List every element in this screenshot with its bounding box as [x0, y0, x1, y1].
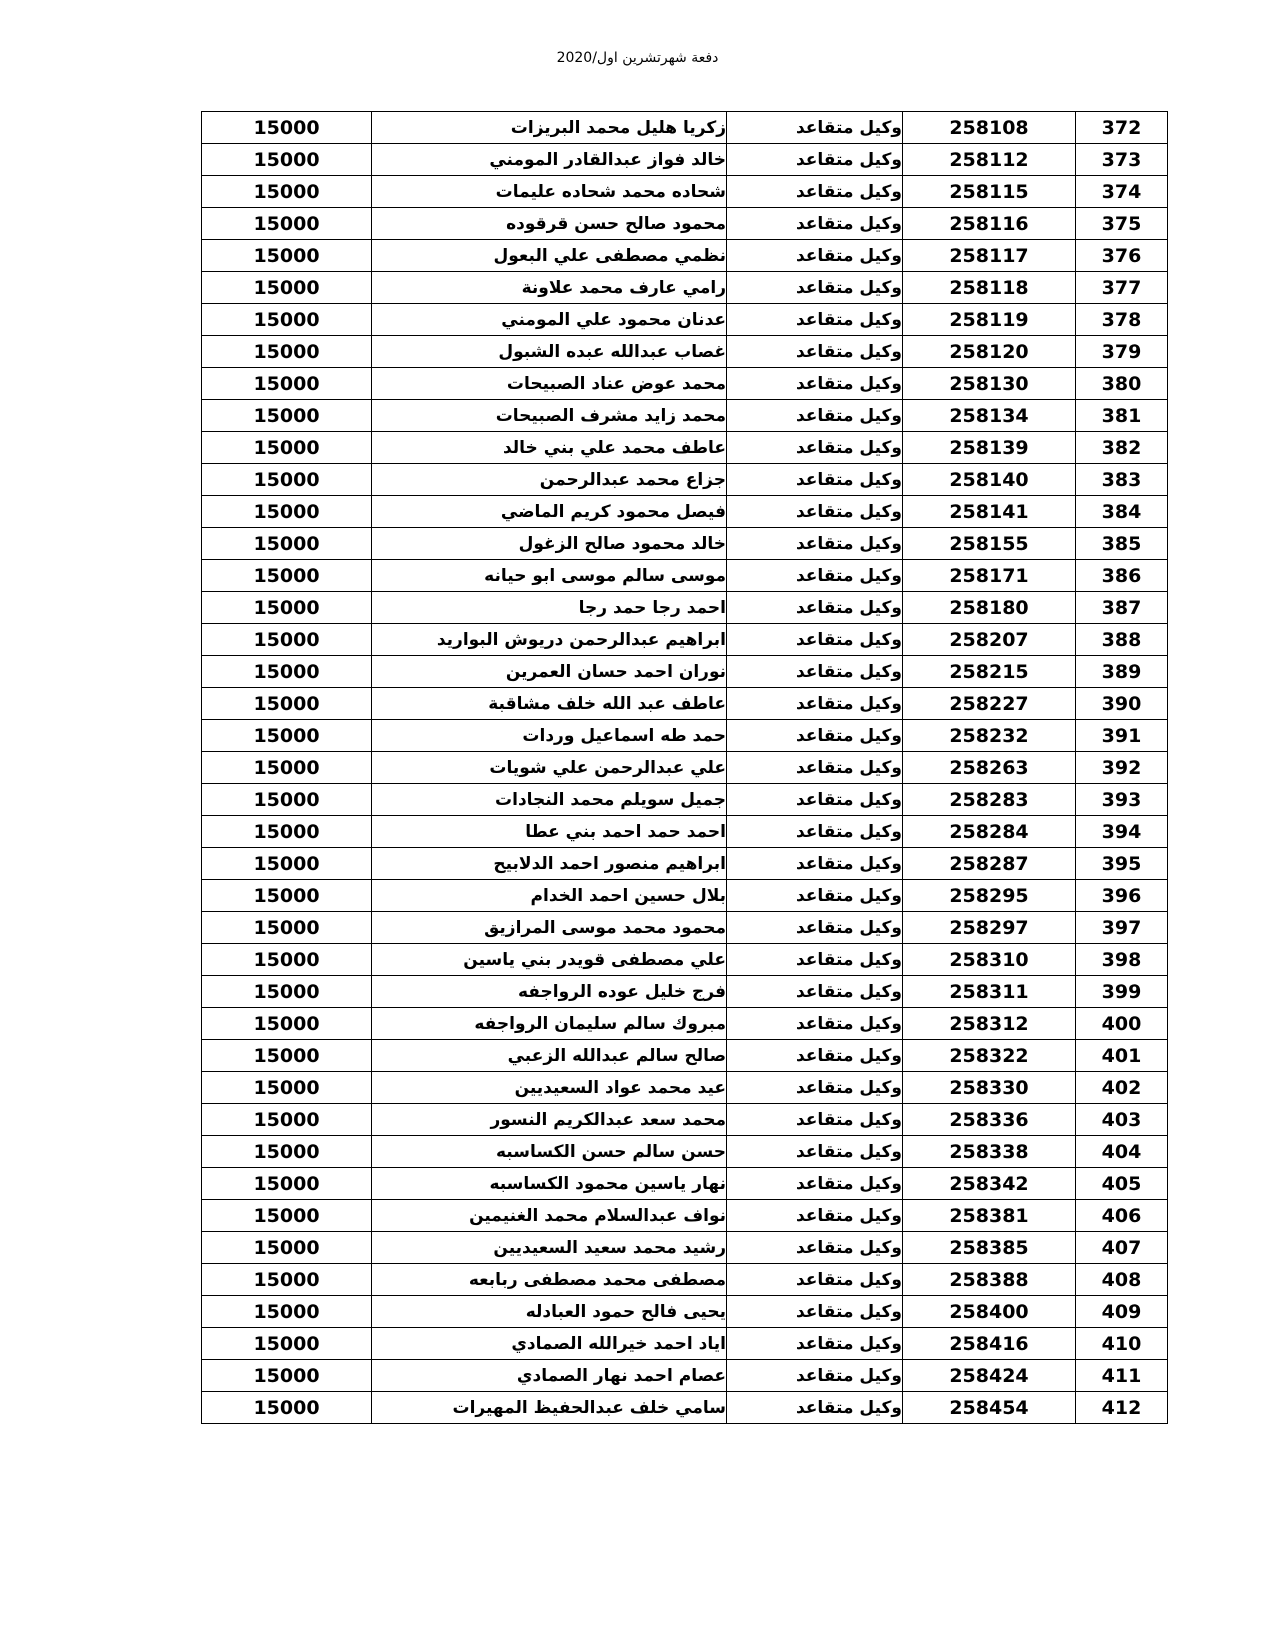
rank-cell: وكيل متقاعد — [727, 1392, 903, 1424]
table-row — [202, 592, 1168, 624]
name-cell: مبروك سالم سليمان الرواجفه — [372, 1008, 727, 1040]
number-cell: 258284 — [903, 816, 1076, 848]
serial-cell: 403 — [1076, 1104, 1168, 1136]
rank-cell: وكيل متقاعد — [727, 528, 903, 560]
name-cell: نوران احمد حسان العمرين — [372, 656, 727, 688]
number-cell: 258454 — [903, 1392, 1076, 1424]
number-cell: 258118 — [903, 272, 1076, 304]
serial-cell: 401 — [1076, 1040, 1168, 1072]
rank-cell: وكيل متقاعد — [727, 464, 903, 496]
amount-cell: 15000 — [202, 752, 372, 784]
serial-cell: 392 — [1076, 752, 1168, 784]
number-cell: 258232 — [903, 720, 1076, 752]
name-cell: فرج خليل عوده الرواجفه — [372, 976, 727, 1008]
amount-cell: 15000 — [202, 112, 372, 144]
name-cell: نواف عبدالسلام محمد الغنيمين — [372, 1200, 727, 1232]
serial-cell: 396 — [1076, 880, 1168, 912]
amount-cell: 15000 — [202, 272, 372, 304]
amount-cell: 15000 — [202, 560, 372, 592]
number-cell: 258139 — [903, 432, 1076, 464]
table-row — [202, 624, 1168, 656]
rank-cell: وكيل متقاعد — [727, 1264, 903, 1296]
number-cell: 258336 — [903, 1104, 1076, 1136]
table-row — [202, 976, 1168, 1008]
amount-cell: 15000 — [202, 656, 372, 688]
rank-cell: وكيل متقاعد — [727, 1296, 903, 1328]
serial-cell: 408 — [1076, 1264, 1168, 1296]
table-row — [202, 1200, 1168, 1232]
serial-cell: 374 — [1076, 176, 1168, 208]
serial-cell: 406 — [1076, 1200, 1168, 1232]
table-row — [202, 1104, 1168, 1136]
table-row — [202, 560, 1168, 592]
name-cell: محمود صالح حسن قرقوده — [372, 208, 727, 240]
name-cell: حمد طه اسماعيل وردات — [372, 720, 727, 752]
serial-cell: 377 — [1076, 272, 1168, 304]
serial-cell: 382 — [1076, 432, 1168, 464]
rank-cell: وكيل متقاعد — [727, 1200, 903, 1232]
amount-cell: 15000 — [202, 400, 372, 432]
table-row — [202, 880, 1168, 912]
amount-cell: 15000 — [202, 720, 372, 752]
serial-cell: 373 — [1076, 144, 1168, 176]
number-cell: 258424 — [903, 1360, 1076, 1392]
rank-cell: وكيل متقاعد — [727, 752, 903, 784]
table-row — [202, 1168, 1168, 1200]
name-cell: جميل سويلم محمد النجادات — [372, 784, 727, 816]
number-cell: 258180 — [903, 592, 1076, 624]
name-cell: علي عبدالرحمن علي شويات — [372, 752, 727, 784]
amount-cell: 15000 — [202, 176, 372, 208]
number-cell: 258385 — [903, 1232, 1076, 1264]
serial-cell: 411 — [1076, 1360, 1168, 1392]
number-cell: 258115 — [903, 176, 1076, 208]
serial-cell: 381 — [1076, 400, 1168, 432]
serial-cell: 393 — [1076, 784, 1168, 816]
serial-cell: 395 — [1076, 848, 1168, 880]
number-cell: 258263 — [903, 752, 1076, 784]
table-row — [202, 656, 1168, 688]
number-cell: 258215 — [903, 656, 1076, 688]
number-cell: 258112 — [903, 144, 1076, 176]
amount-cell: 15000 — [202, 816, 372, 848]
serial-cell: 400 — [1076, 1008, 1168, 1040]
number-cell: 258330 — [903, 1072, 1076, 1104]
amount-cell: 15000 — [202, 240, 372, 272]
number-cell: 258381 — [903, 1200, 1076, 1232]
serial-cell: 405 — [1076, 1168, 1168, 1200]
rank-cell: وكيل متقاعد — [727, 1040, 903, 1072]
serial-cell: 407 — [1076, 1232, 1168, 1264]
serial-cell: 412 — [1076, 1392, 1168, 1424]
serial-cell: 384 — [1076, 496, 1168, 528]
rank-cell: وكيل متقاعد — [727, 432, 903, 464]
rank-cell: وكيل متقاعد — [727, 592, 903, 624]
table-row — [202, 912, 1168, 944]
amount-cell: 15000 — [202, 688, 372, 720]
rank-cell: وكيل متقاعد — [727, 848, 903, 880]
serial-cell: 386 — [1076, 560, 1168, 592]
table-row — [202, 720, 1168, 752]
number-cell: 258312 — [903, 1008, 1076, 1040]
amount-cell: 15000 — [202, 1264, 372, 1296]
serial-cell: 390 — [1076, 688, 1168, 720]
serial-cell: 410 — [1076, 1328, 1168, 1360]
amount-cell: 15000 — [202, 880, 372, 912]
number-cell: 258141 — [903, 496, 1076, 528]
name-cell: محمود محمد موسى المرازيق — [372, 912, 727, 944]
number-cell: 258140 — [903, 464, 1076, 496]
name-cell: سامي خلف عبدالحفيظ المهيرات — [372, 1392, 727, 1424]
amount-cell: 15000 — [202, 1104, 372, 1136]
amount-cell: 15000 — [202, 528, 372, 560]
number-cell: 258108 — [903, 112, 1076, 144]
serial-cell: 383 — [1076, 464, 1168, 496]
name-cell: محمد سعد عبدالكريم النسور — [372, 1104, 727, 1136]
rank-cell: وكيل متقاعد — [727, 1360, 903, 1392]
serial-cell: 378 — [1076, 304, 1168, 336]
serial-cell: 376 — [1076, 240, 1168, 272]
table-row — [202, 464, 1168, 496]
number-cell: 258155 — [903, 528, 1076, 560]
number-cell: 258388 — [903, 1264, 1076, 1296]
amount-cell: 15000 — [202, 624, 372, 656]
number-cell: 258310 — [903, 944, 1076, 976]
amount-cell: 15000 — [202, 208, 372, 240]
name-cell: فيصل محمود كريم الماضي — [372, 496, 727, 528]
serial-cell: 404 — [1076, 1136, 1168, 1168]
rank-cell: وكيل متقاعد — [727, 560, 903, 592]
name-cell: عاطف محمد علي بني خالد — [372, 432, 727, 464]
name-cell: يحيى فالح حمود العبادله — [372, 1296, 727, 1328]
amount-cell: 15000 — [202, 1392, 372, 1424]
rank-cell: وكيل متقاعد — [727, 368, 903, 400]
rank-cell: وكيل متقاعد — [727, 1104, 903, 1136]
rank-cell: وكيل متقاعد — [727, 1328, 903, 1360]
rank-cell: وكيل متقاعد — [727, 240, 903, 272]
name-cell: عيد محمد عواد السعيديين — [372, 1072, 727, 1104]
rank-cell: وكيل متقاعد — [727, 784, 903, 816]
table-row — [202, 848, 1168, 880]
name-cell: علي مصطفى قويدر بني ياسين — [372, 944, 727, 976]
name-cell: زكريا هليل محمد البريزات — [372, 112, 727, 144]
amount-cell: 15000 — [202, 336, 372, 368]
number-cell: 258283 — [903, 784, 1076, 816]
rank-cell: وكيل متقاعد — [727, 912, 903, 944]
number-cell: 258297 — [903, 912, 1076, 944]
table-row — [202, 304, 1168, 336]
table-row — [202, 528, 1168, 560]
number-cell: 258295 — [903, 880, 1076, 912]
table-row — [202, 1360, 1168, 1392]
table-row — [202, 1232, 1168, 1264]
page-title: دفعة شهرتشرين اول/2020 — [556, 50, 719, 66]
name-cell: صالح سالم عبدالله الزعبي — [372, 1040, 727, 1072]
table-row — [202, 208, 1168, 240]
name-cell: رشيد محمد سعيد السعيديين — [372, 1232, 727, 1264]
serial-cell: 398 — [1076, 944, 1168, 976]
serial-cell: 399 — [1076, 976, 1168, 1008]
rank-cell: وكيل متقاعد — [727, 112, 903, 144]
rank-cell: وكيل متقاعد — [727, 336, 903, 368]
amount-cell: 15000 — [202, 592, 372, 624]
rank-cell: وكيل متقاعد — [727, 1232, 903, 1264]
amount-cell: 15000 — [202, 1232, 372, 1264]
table-row — [202, 688, 1168, 720]
number-cell: 258416 — [903, 1328, 1076, 1360]
amount-cell: 15000 — [202, 144, 372, 176]
serial-cell: 380 — [1076, 368, 1168, 400]
serial-cell: 375 — [1076, 208, 1168, 240]
amount-cell: 15000 — [202, 1200, 372, 1232]
rank-cell: وكيل متقاعد — [727, 176, 903, 208]
number-cell: 258120 — [903, 336, 1076, 368]
table-row — [202, 144, 1168, 176]
number-cell: 258117 — [903, 240, 1076, 272]
payments-table-body — [202, 112, 1168, 1424]
name-cell: رامي عارف محمد علاونة — [372, 272, 727, 304]
amount-cell: 15000 — [202, 912, 372, 944]
name-cell: خالد فواز عبدالقادر المومني — [372, 144, 727, 176]
number-cell: 258338 — [903, 1136, 1076, 1168]
rank-cell: وكيل متقاعد — [727, 816, 903, 848]
rank-cell: وكيل متقاعد — [727, 1136, 903, 1168]
rank-cell: وكيل متقاعد — [727, 400, 903, 432]
rank-cell: وكيل متقاعد — [727, 656, 903, 688]
number-cell: 258119 — [903, 304, 1076, 336]
table-row — [202, 240, 1168, 272]
amount-cell: 15000 — [202, 784, 372, 816]
number-cell: 258171 — [903, 560, 1076, 592]
table-row — [202, 752, 1168, 784]
amount-cell: 15000 — [202, 1168, 372, 1200]
rank-cell: وكيل متقاعد — [727, 976, 903, 1008]
rank-cell: وكيل متقاعد — [727, 720, 903, 752]
amount-cell: 15000 — [202, 944, 372, 976]
number-cell: 258130 — [903, 368, 1076, 400]
number-cell: 258400 — [903, 1296, 1076, 1328]
amount-cell: 15000 — [202, 848, 372, 880]
amount-cell: 15000 — [202, 464, 372, 496]
number-cell: 258311 — [903, 976, 1076, 1008]
number-cell: 258342 — [903, 1168, 1076, 1200]
number-cell: 258287 — [903, 848, 1076, 880]
name-cell: احمد حمد احمد بني عطا — [372, 816, 727, 848]
rank-cell: وكيل متقاعد — [727, 1072, 903, 1104]
table-row — [202, 336, 1168, 368]
name-cell: جزاع محمد عبدالرحمن — [372, 464, 727, 496]
name-cell: غصاب عبدالله عبده الشبول — [372, 336, 727, 368]
table-row — [202, 1392, 1168, 1424]
number-cell: 258227 — [903, 688, 1076, 720]
amount-cell: 15000 — [202, 1136, 372, 1168]
number-cell: 258207 — [903, 624, 1076, 656]
rank-cell: وكيل متقاعد — [727, 496, 903, 528]
name-cell: موسى سالم موسى ابو حيانه — [372, 560, 727, 592]
rank-cell: وكيل متقاعد — [727, 1168, 903, 1200]
serial-cell: 402 — [1076, 1072, 1168, 1104]
serial-cell: 387 — [1076, 592, 1168, 624]
table-row — [202, 432, 1168, 464]
serial-cell: 394 — [1076, 816, 1168, 848]
rank-cell: وكيل متقاعد — [727, 944, 903, 976]
amount-cell: 15000 — [202, 1040, 372, 1072]
table-row — [202, 1328, 1168, 1360]
name-cell: عصام احمد نهار الصمادي — [372, 1360, 727, 1392]
name-cell: حسن سالم حسن الكساسبه — [372, 1136, 727, 1168]
table-row — [202, 400, 1168, 432]
name-cell: عدنان محمود علي المومني — [372, 304, 727, 336]
name-cell: بلال حسين احمد الخدام — [372, 880, 727, 912]
rank-cell: وكيل متقاعد — [727, 1008, 903, 1040]
name-cell: عاطف عبد الله خلف مشاقبة — [372, 688, 727, 720]
rank-cell: وكيل متقاعد — [727, 272, 903, 304]
name-cell: مصطفى محمد مصطفى ربابعه — [372, 1264, 727, 1296]
amount-cell: 15000 — [202, 1296, 372, 1328]
number-cell: 258322 — [903, 1040, 1076, 1072]
table-row — [202, 816, 1168, 848]
rank-cell: وكيل متقاعد — [727, 624, 903, 656]
amount-cell: 15000 — [202, 1360, 372, 1392]
serial-cell: 391 — [1076, 720, 1168, 752]
amount-cell: 15000 — [202, 1072, 372, 1104]
rank-cell: وكيل متقاعد — [727, 688, 903, 720]
table-row — [202, 1040, 1168, 1072]
rank-cell: وكيل متقاعد — [727, 304, 903, 336]
serial-cell: 385 — [1076, 528, 1168, 560]
amount-cell: 15000 — [202, 304, 372, 336]
name-cell: ابراهيم منصور احمد الدلابيح — [372, 848, 727, 880]
table-row — [202, 368, 1168, 400]
name-cell: احمد رجا حمد رجا — [372, 592, 727, 624]
table-row — [202, 1264, 1168, 1296]
table-row — [202, 112, 1168, 144]
table-row — [202, 1296, 1168, 1328]
table-row — [202, 1008, 1168, 1040]
rank-cell: وكيل متقاعد — [727, 880, 903, 912]
amount-cell: 15000 — [202, 1008, 372, 1040]
name-cell: محمد زايد مشرف الصبيحات — [372, 400, 727, 432]
amount-cell: 15000 — [202, 432, 372, 464]
table-row — [202, 272, 1168, 304]
serial-cell: 388 — [1076, 624, 1168, 656]
name-cell: شحاده محمد شحاده عليمات — [372, 176, 727, 208]
serial-cell: 389 — [1076, 656, 1168, 688]
serial-cell: 409 — [1076, 1296, 1168, 1328]
amount-cell: 15000 — [202, 1328, 372, 1360]
name-cell: ابراهيم عبدالرحمن دريوش البواريد — [372, 624, 727, 656]
serial-cell: 397 — [1076, 912, 1168, 944]
table-row — [202, 496, 1168, 528]
amount-cell: 15000 — [202, 976, 372, 1008]
table-row — [202, 1136, 1168, 1168]
name-cell: خالد محمود صالح الزغول — [372, 528, 727, 560]
name-cell: اياد احمد خيرالله الصمادي — [372, 1328, 727, 1360]
amount-cell: 15000 — [202, 496, 372, 528]
payments-table — [201, 111, 1168, 1424]
rank-cell: وكيل متقاعد — [727, 208, 903, 240]
table-row — [202, 176, 1168, 208]
name-cell: نهار ياسين محمود الكساسبه — [372, 1168, 727, 1200]
rank-cell: وكيل متقاعد — [727, 144, 903, 176]
table-row — [202, 784, 1168, 816]
name-cell: نظمي مصطفى علي البعول — [372, 240, 727, 272]
number-cell: 258134 — [903, 400, 1076, 432]
serial-cell: 372 — [1076, 112, 1168, 144]
name-cell: محمد عوض عناد الصبيحات — [372, 368, 727, 400]
serial-cell: 379 — [1076, 336, 1168, 368]
table-row — [202, 1072, 1168, 1104]
number-cell: 258116 — [903, 208, 1076, 240]
amount-cell: 15000 — [202, 368, 372, 400]
table-row — [202, 944, 1168, 976]
